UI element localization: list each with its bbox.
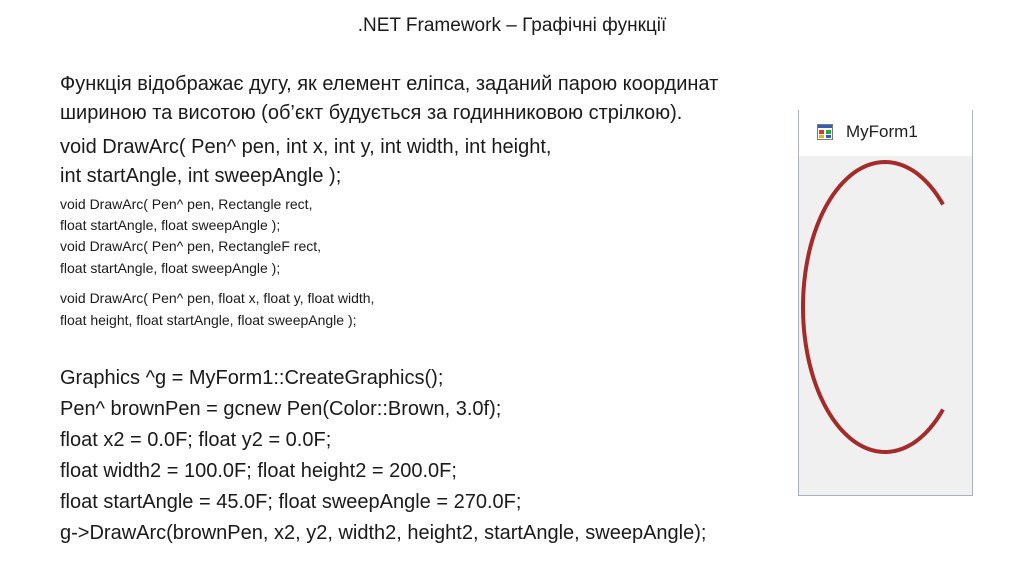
code-line: float width2 = 100.0F; float height2 = 200.0F; — [60, 460, 457, 482]
myform-window — [798, 110, 973, 496]
form-title: MyForm1 — [846, 122, 918, 141]
code-line: float x2 = 0.0F; float y2 = 0.0F; — [60, 429, 332, 451]
form-titlebar[interactable] — [799, 110, 972, 156]
overload-line: void DrawArc( Pen^ pen, Rectangle rect, — [60, 196, 313, 212]
code-line: float startAngle = 45.0F; float sweepAngle = 270.0F; — [60, 491, 522, 513]
code-line: g->DrawArc(brownPen, x2, y2, width2, height2, startAngle, sweepAngle); — [60, 522, 707, 544]
overload-line: float height, float startAngle, float sweepAngle ); — [60, 312, 357, 328]
overload-line: float startAngle, float sweepAngle ); — [60, 217, 281, 233]
code-line: Graphics ^g = MyForm1::CreateGraphics(); — [60, 367, 444, 389]
description-line-1: Функція відображає дугу, як елемент еліпса, заданий парою координат — [60, 73, 719, 95]
overload-line: void DrawArc( Pen^ pen, float x, float y, float width, — [60, 290, 375, 306]
signature-line-1: void DrawArc( Pen^ pen, int x, int y, int width, int height, — [60, 136, 552, 158]
overload-line: float startAngle, float sweepAngle ); — [60, 260, 281, 276]
overload-line: void DrawArc( Pen^ pen, RectangleF rect, — [60, 238, 322, 254]
slide-title: .NET Framework – Графічні функції — [357, 15, 667, 36]
code-line: Pen^ brownPen = gcnew Pen(Color::Brown, 3.0f); — [60, 398, 502, 420]
description-line-2: шириною та висотою (об’єкт будується за годинниковою стрілкою). — [60, 102, 683, 124]
form-app-icon — [817, 124, 833, 140]
signature-line-2: int startAngle, int sweepAngle ); — [60, 165, 342, 187]
form-client-area — [799, 156, 972, 495]
brown-arc — [803, 162, 943, 452]
